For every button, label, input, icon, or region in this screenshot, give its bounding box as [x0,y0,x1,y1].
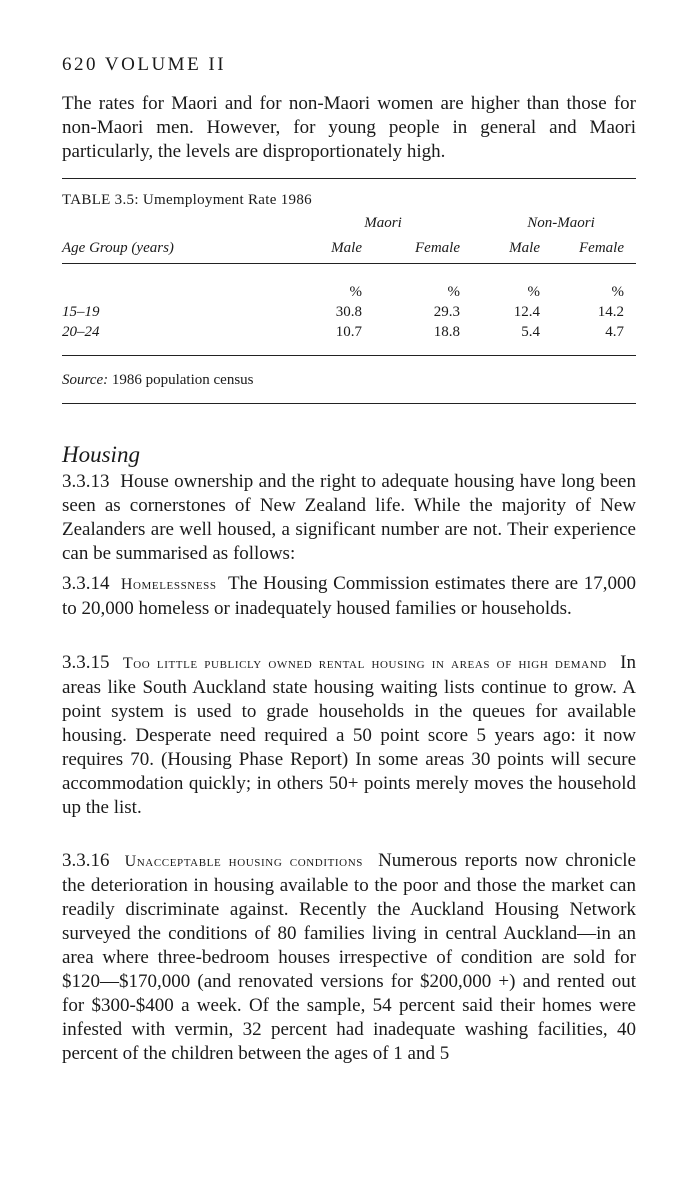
paragraph-text: Numerous reports now chronicle the deterioration in housing available to the poor and those the market can readily discriminate against. Recently the Auckland Housing Network surveyed the conditions of 80 families living in central Auckland—in an area where three-bedroom houses irrespective of condition are sold for $120—$170,000 (and renovated versions for $200,000 +) and rented out for $300-$400 a week. Of the sample, 54 percent said their homes were infested with vermin, 32 percent had inadequate washing facilities, 40 percent of the children between the ages of 1 and 5 [62,850,636,1064]
table-cell: 4.7 [605,324,624,340]
table-bottom-rule [62,403,636,404]
table-cell: 18.8 [433,324,460,340]
paragraph-text: House ownership and the right to adequate housing have long been seen as cornerstones of New Zealand life. While the majority of New Zealanders are well housed, a significant number are not. Their experience can be summarised as follows: [62,471,636,564]
unit-cell: % [611,284,624,300]
paragraph-number: 3.3.15 [62,652,110,673]
paragraph-number: 3.3.16 [62,850,110,871]
paragraph-3-3-16 [62,849,636,1066]
paragraph-text: In areas like South Auckland state housing waiting lists continue to grow. A point system is used to grade households in the queues for available housing. Desperate need required a 50 point score 5 years ago: it now requires 70. (Housing Phase Report) In some areas 30 points will secure accommodation quickly; in others 50+ points merely moves the household up the list. [62,652,636,818]
group-header-nonmaori: Non-Maori [527,215,595,231]
paragraph-3-3-15 [62,651,636,820]
age-group-header: Age Group (years) [62,240,174,256]
table-top-rule [62,178,636,179]
table-source [62,372,254,389]
table-cell: 5.4 [521,324,540,340]
paragraph-number: 3.3.14 [62,573,110,594]
row-age-label: 20–24 [62,324,100,340]
paragraph-3-3-14 [62,572,636,621]
row-age-label: 15–19 [62,304,100,320]
table-cell: 30.8 [335,304,362,320]
header-rule [62,263,636,264]
paragraph-caps-heading: Unacceptable housing conditions [124,853,363,870]
col-header-nonmaori-male: Male [509,240,540,256]
col-header-maori-female: Female [415,240,460,256]
paragraph-text: The Housing Commission estimates there are 17,000 to 20,000 homeless or inadequately housed families or households. [62,573,637,619]
table-cell: 10.7 [335,324,362,340]
unit-cell: % [349,284,362,300]
col-header-nonmaori-female: Female [579,240,624,256]
unit-cell: % [527,284,540,300]
paragraph-caps-heading: Homelessness [120,576,217,593]
col-header-maori-male: Male [331,240,362,256]
table-cell: 14.2 [597,304,624,320]
table-cell: 29.3 [433,304,460,320]
paragraph-caps-heading: Too little publicly owned rental housing in areas of high demand [122,655,607,672]
table-title: TABLE 3.5: Umemployment Rate 1986 [62,192,312,208]
body-rule [62,355,636,356]
section-heading: Housing [62,442,140,467]
table-cell: 12.4 [513,304,540,320]
running-head: 620 VOLUME II [62,54,227,75]
source-text: 1986 population census [108,372,254,388]
paragraph-number: 3.3.13 [62,471,110,492]
intro-paragraph: The rates for Maori and for non-Maori women are higher than those for non-Maori men. However, for young people in general and Maori particularly, the levels are disproportionately high. [62,93,636,162]
group-header-maori: Maori [364,215,402,231]
source-label: Source: [62,372,109,388]
unit-cell: % [447,284,460,300]
paragraph-3-3-13 [62,470,636,566]
